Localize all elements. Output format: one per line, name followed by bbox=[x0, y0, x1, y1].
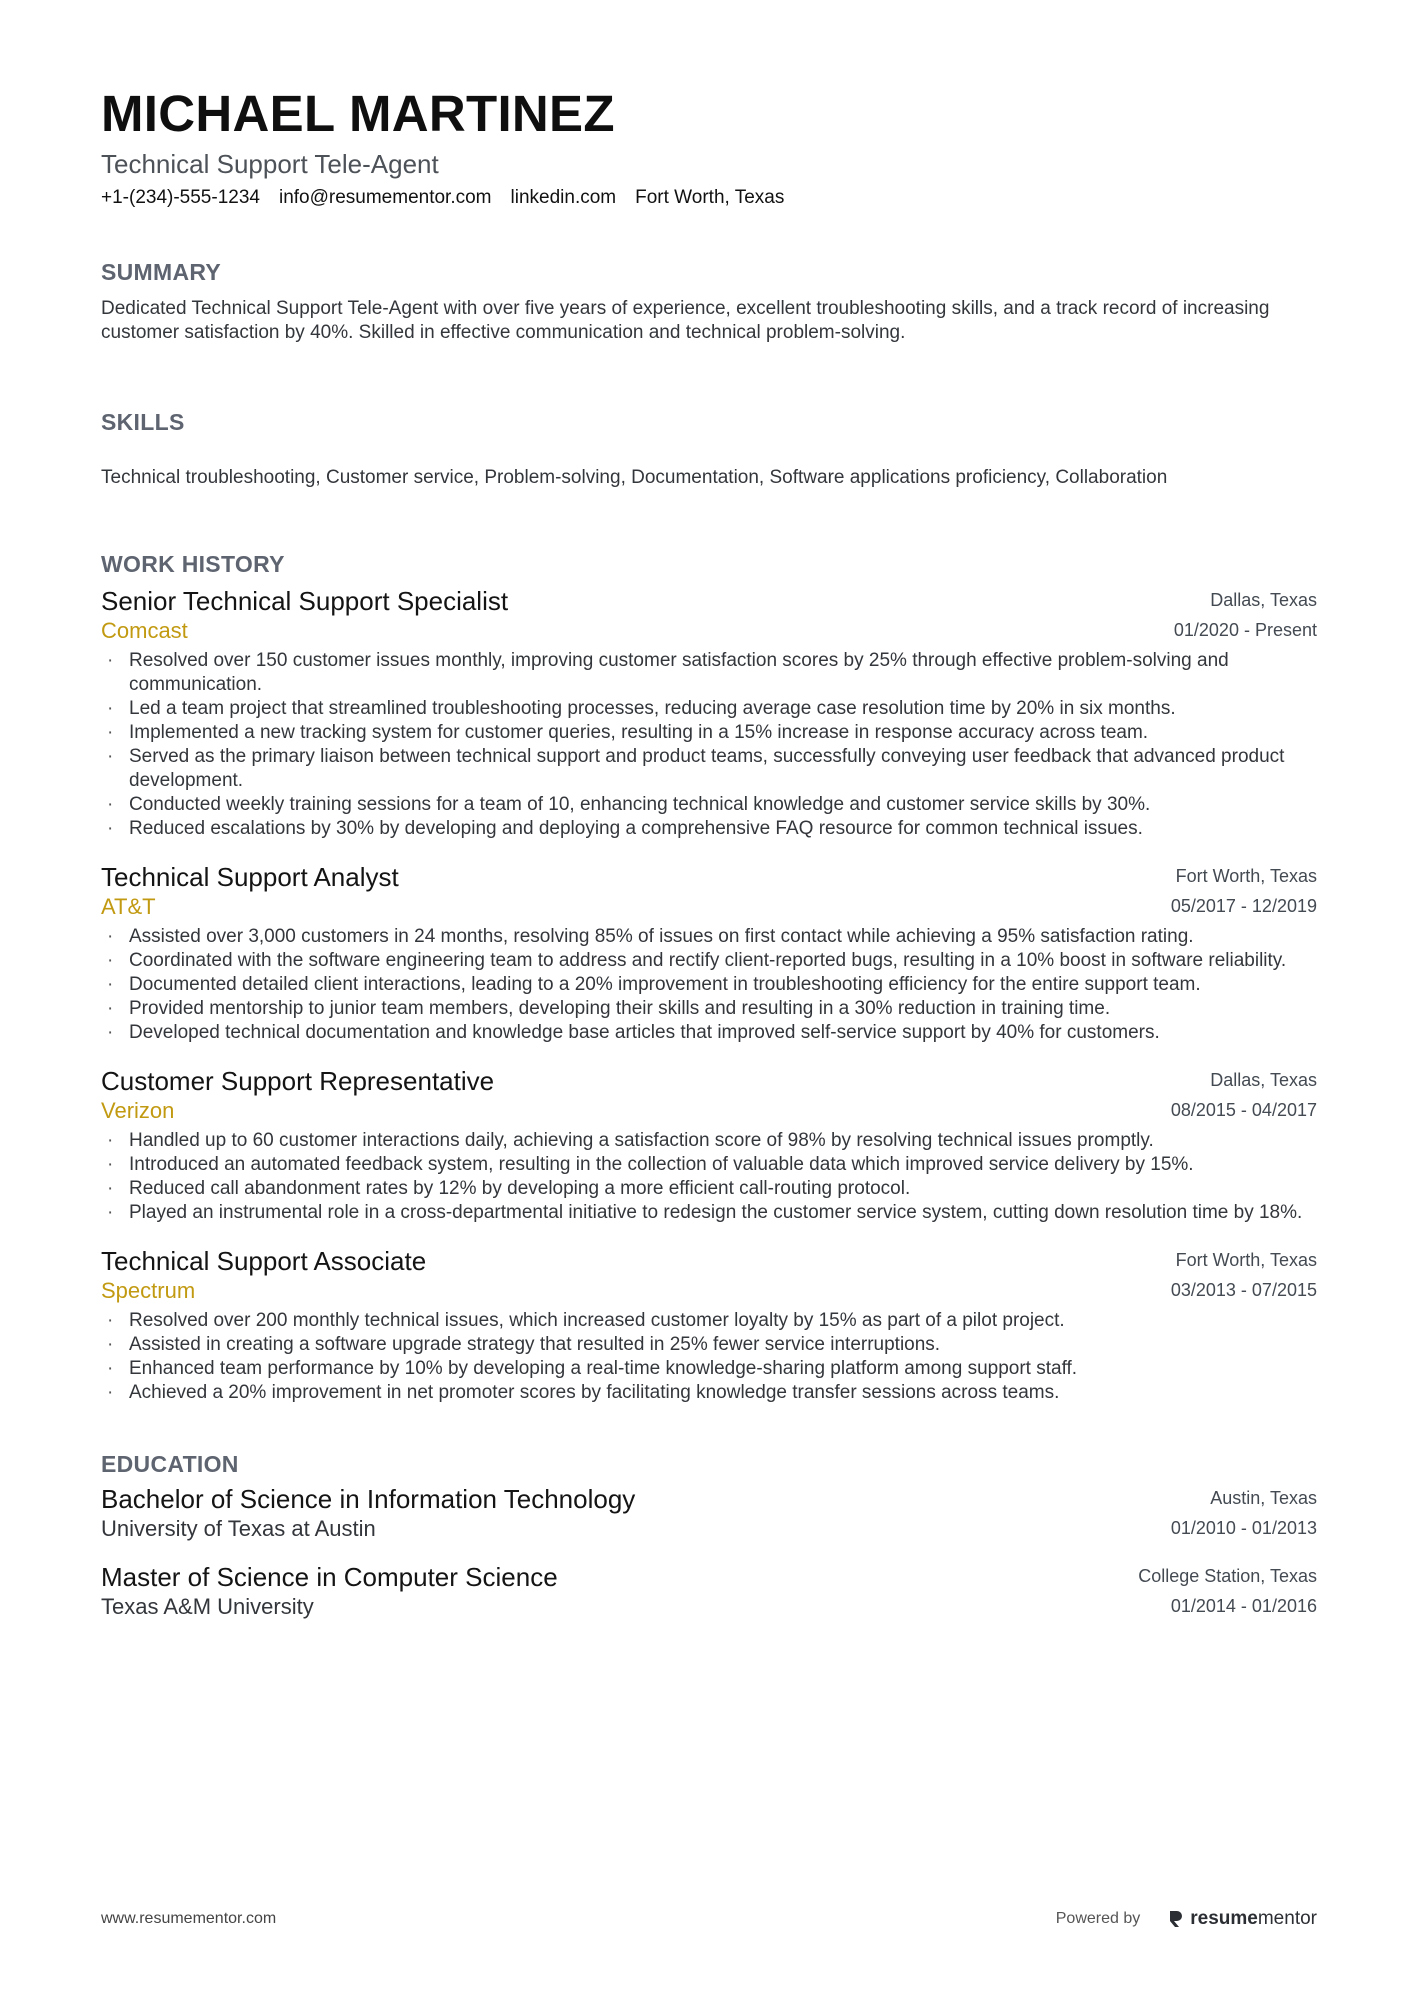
education-entry bbox=[101, 1561, 1317, 1621]
job-dates: 01/2020 - Present bbox=[1173, 620, 1317, 640]
brand-bold: resume bbox=[1190, 1908, 1258, 1929]
job-company: Verizon bbox=[101, 1098, 175, 1123]
job-bullet: · Handled up to 60 customer interactions daily, achieving a satisfaction score of 98% by resolving technical issues promptly. bbox=[101, 1129, 1317, 1153]
job-company: AT&T bbox=[101, 894, 156, 919]
job-bullets bbox=[101, 1129, 1317, 1225]
job-bullet: · Resolved over 200 monthly technical issues, which increased customer loyalty by 15% as part of a pilot project. bbox=[101, 1309, 1317, 1333]
job-entry bbox=[101, 1065, 1317, 1225]
job-company: Comcast bbox=[101, 618, 188, 643]
summary-text: Dedicated Technical Support Tele-Agent with over five years of experience, excellent troubleshooting skills, and a track record of increasing customer satisfaction by 40%. Skilled in effective communication and technical problem-solving. bbox=[101, 298, 1270, 343]
job-bullet: · Provided mentorship to junior team members, developing their skills and resulting in a 30% reduction in training time. bbox=[101, 997, 1317, 1021]
job-location: Fort Worth, Texas bbox=[1175, 866, 1317, 886]
job-bullet: · Resolved over 150 customer issues monthly, improving customer satisfaction scores by 25% through effective problem-solving and communication. bbox=[101, 649, 1317, 697]
job-title: Technical Support Analyst bbox=[101, 862, 399, 892]
skills-section bbox=[101, 407, 1317, 491]
job-title: Customer Support Representative bbox=[101, 1066, 495, 1096]
contact-location: Fort Worth, Texas bbox=[635, 187, 785, 208]
education-location: Austin, Texas bbox=[1210, 1488, 1317, 1508]
job-bullets bbox=[101, 649, 1317, 841]
footer-brand-area bbox=[1056, 1908, 1317, 1930]
work-history-heading: WORK HISTORY bbox=[101, 551, 285, 577]
job-bullet: · Assisted in creating a software upgrade strategy that resulted in 25% fewer service interruptions. bbox=[101, 1333, 1317, 1357]
school-name: Texas A&M University bbox=[101, 1594, 314, 1619]
job-header bbox=[101, 1065, 1317, 1125]
education-header bbox=[101, 1483, 1317, 1543]
brand-light: mentor bbox=[1257, 1908, 1317, 1929]
job-title: Technical Support Associate bbox=[101, 1246, 427, 1276]
education-header bbox=[101, 1561, 1317, 1621]
job-bullet: · Reduced escalations by 30% by developing and deploying a comprehensive FAQ resource for common technical issues. bbox=[101, 817, 1317, 841]
job-bullet: · Led a team project that streamlined troubleshooting processes, reducing average case resolution time by 20% in six months. bbox=[101, 697, 1317, 721]
resumementor-logo-icon bbox=[1168, 1909, 1184, 1929]
job-title: Senior Technical Support Specialist bbox=[101, 586, 509, 616]
resume-page bbox=[101, 80, 1317, 1639]
job-header bbox=[101, 585, 1317, 645]
job-bullet: · Assisted over 3,000 customers in 24 months, resolving 85% of issues on first contact while achieving a 95% satisfaction rating. bbox=[101, 925, 1317, 949]
job-bullet: · Documented detailed client interactions, leading to a 20% improvement in troubleshooting efficiency for the entire support team. bbox=[101, 973, 1317, 997]
school-name: University of Texas at Austin bbox=[101, 1516, 376, 1541]
job-bullet: · Implemented a new tracking system for customer queries, resulting in a 15% increase in response accuracy across team. bbox=[101, 721, 1317, 745]
job-bullet: · Enhanced team performance by 10% by developing a real-time knowledge-sharing platform among support staff. bbox=[101, 1357, 1317, 1381]
footer-site-link[interactable]: www.resumementor.com bbox=[101, 1910, 277, 1927]
work-history-section bbox=[101, 549, 1317, 1405]
job-list bbox=[101, 585, 1317, 1405]
job-bullet: · Reduced call abandonment rates by 12% by developing a more efficient call-routing protocol. bbox=[101, 1177, 1317, 1201]
education-list bbox=[101, 1483, 1317, 1621]
education-section bbox=[101, 1449, 1317, 1621]
job-location: Dallas, Texas bbox=[1210, 590, 1317, 610]
job-bullet: · Introduced an automated feedback system, resulting in the collection of valuable data which improved service delivery by 15%. bbox=[101, 1153, 1317, 1177]
job-entry bbox=[101, 861, 1317, 1045]
job-bullet: · Conducted weekly training sessions for a team of 10, enhancing technical knowledge and customer service skills by 30%. bbox=[101, 793, 1317, 817]
job-header bbox=[101, 861, 1317, 921]
education-entry bbox=[101, 1483, 1317, 1543]
summary-section bbox=[101, 257, 1317, 345]
contact-line bbox=[101, 184, 1317, 212]
job-bullet: · Developed technical documentation and knowledge base articles that improved self-service support by 40% for customers. bbox=[101, 1021, 1317, 1045]
contact-linkedin[interactable]: linkedin.com bbox=[510, 187, 617, 208]
job-dates: 08/2015 - 04/2017 bbox=[1170, 1100, 1317, 1120]
degree: Master of Science in Computer Science bbox=[101, 1562, 558, 1592]
job-location: Dallas, Texas bbox=[1210, 1070, 1317, 1090]
job-bullet: · Achieved a 20% improvement in net promoter scores by facilitating knowledge transfer sessions across teams. bbox=[101, 1381, 1317, 1405]
footer bbox=[101, 1908, 1317, 1930]
job-bullet: · Served as the primary liaison between technical support and product teams, successfully conveying user feedback that advanced product development. bbox=[101, 745, 1317, 793]
education-location: College Station, Texas bbox=[1138, 1566, 1317, 1586]
resumementor-logo[interactable] bbox=[1168, 1908, 1317, 1930]
education-dates: 01/2010 - 01/2013 bbox=[1170, 1518, 1317, 1538]
education-heading: EDUCATION bbox=[101, 1451, 239, 1477]
job-bullets bbox=[101, 925, 1317, 1045]
job-bullet: · Coordinated with the software engineering team to address and rectify client-reported bugs, resulting in a 10% boost in software reliability. bbox=[101, 949, 1317, 973]
summary-heading: SUMMARY bbox=[101, 259, 222, 285]
job-dates: 05/2017 - 12/2019 bbox=[1170, 896, 1317, 916]
skills-heading: SKILLS bbox=[101, 409, 185, 435]
candidate-title: Technical Support Tele-Agent bbox=[101, 149, 439, 179]
job-entry bbox=[101, 1245, 1317, 1405]
candidate-name: MICHAEL MARTINEZ bbox=[101, 85, 615, 142]
job-entry bbox=[101, 585, 1317, 841]
education-dates: 01/2014 - 01/2016 bbox=[1170, 1596, 1317, 1616]
job-bullet: · Played an instrumental role in a cross-departmental initiative to redesign the customer service system, cutting down resolution time by 18%. bbox=[101, 1201, 1317, 1225]
job-location: Fort Worth, Texas bbox=[1175, 1250, 1317, 1270]
contact-email[interactable]: info@resumementor.com bbox=[278, 187, 492, 208]
job-dates: 03/2013 - 07/2015 bbox=[1170, 1280, 1317, 1300]
degree: Bachelor of Science in Information Technology bbox=[101, 1484, 636, 1514]
powered-by-label: Powered by bbox=[1055, 1910, 1141, 1927]
job-header bbox=[101, 1245, 1317, 1305]
job-company: Spectrum bbox=[101, 1278, 196, 1303]
contact-phone: +1-(234)-555-1234 bbox=[101, 187, 260, 208]
skills-text: Technical troubleshooting, Customer service, Problem-solving, Documentation, Software applications proficiency, Collaboration bbox=[101, 467, 1168, 488]
job-bullets bbox=[101, 1309, 1317, 1405]
